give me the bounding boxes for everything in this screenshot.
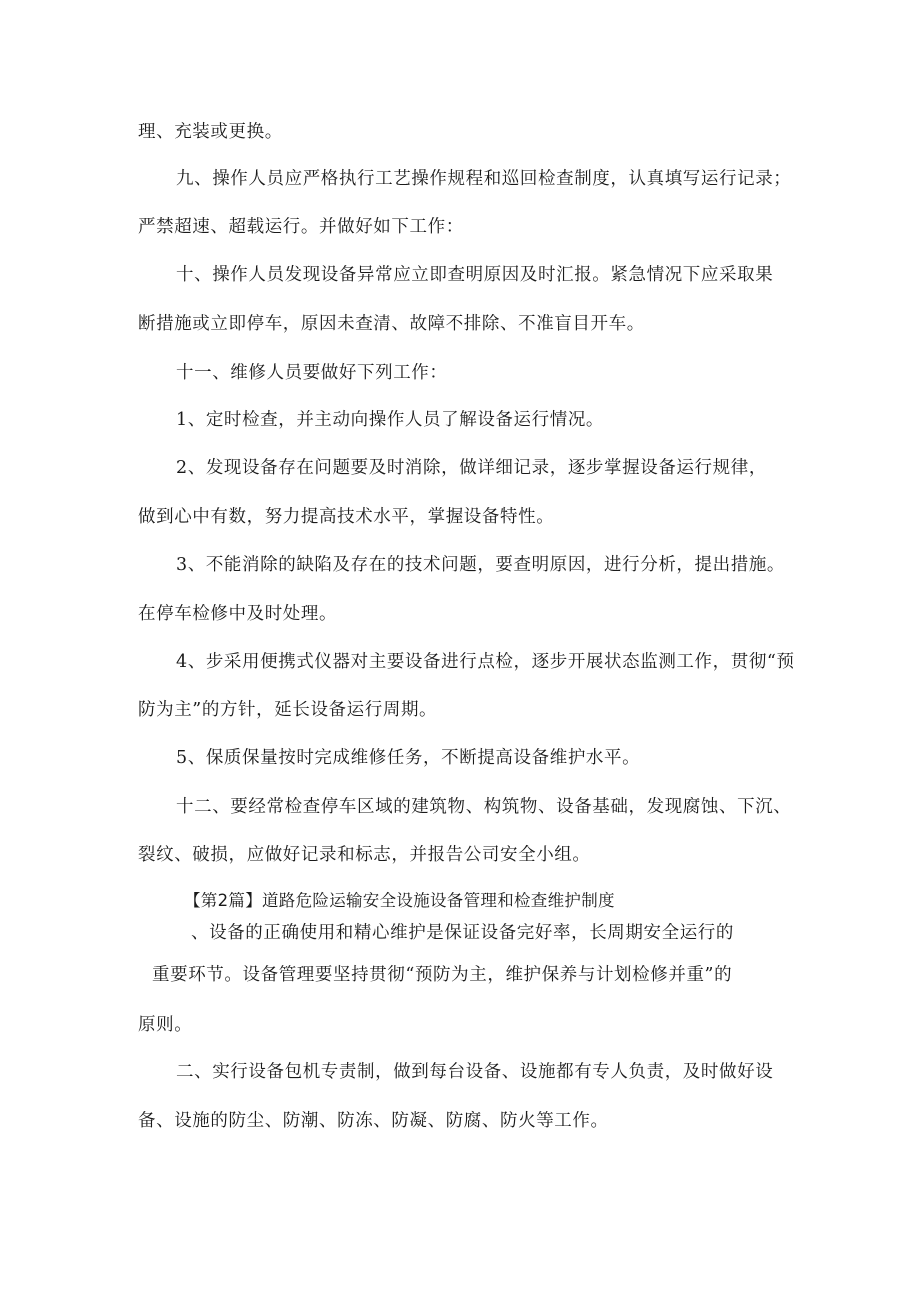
text-line: 在停车检修中及时处理。 bbox=[138, 604, 338, 624]
text-line: 九、操作人员应严格执行工艺操作规程和巡回检查制度，认真填写运行记录； bbox=[176, 169, 792, 189]
text-line: 4、步采用便携式仪器对主要设备进行点检，逐步开展状态监测工作，贯彻“预 bbox=[176, 652, 795, 672]
text-line: 5、保质保量按时完成维修任务，不断提高设备维护水平。 bbox=[176, 748, 641, 768]
text-line: 十二、要经常检查停车区域的建筑物、构筑物、设备基础，发现腐蚀、下沉、 bbox=[176, 797, 792, 817]
text-line: 裂纹、破损，应做好记录和标志，并报告公司安全小组。 bbox=[138, 845, 591, 865]
text-line: 原则。 bbox=[138, 1015, 193, 1035]
text-line: 理、充装或更换。 bbox=[138, 122, 283, 142]
text-line: 重要环节。设备管理要坚持贯彻“预防为主，维护保养与计划检修并重”的 bbox=[152, 965, 733, 985]
section-heading: 【第2篇】道路危险运输安全设施设备管理和检查维护制度 bbox=[184, 891, 615, 910]
text-line: 十一、维修人员要做好下列工作： bbox=[176, 363, 448, 383]
text-line: 3、不能消除的缺陷及存在的技术问题，要查明原因，进行分析，提出措施。 bbox=[176, 555, 786, 575]
text-line: 严禁超速、超载运行。并做好如下工作： bbox=[138, 217, 464, 237]
text-line: 2、发现设备存在问题要及时消除，做详细记录，逐步掌握设备运行规律， bbox=[176, 458, 767, 478]
text-line: 、设备的正确使用和精心维护是保证设备完好率，长周期安全运行的 bbox=[191, 923, 734, 943]
text-line: 十、操作人员发现设备异常应立即查明原因及时汇报。紧急情况下应采取果 bbox=[176, 265, 774, 285]
text-line: 1、定时检查，并主动向操作人员了解设备运行情况。 bbox=[176, 410, 605, 430]
text-line: 防为主”的方针，延长设备运行周期。 bbox=[138, 700, 438, 720]
text-line: 备、设施的防尘、防潮、防冻、防凝、防腐、防火等工作。 bbox=[138, 1111, 609, 1131]
text-line: 断措施或立即停车，原因未查清、故障不排除、不准盲目开车。 bbox=[138, 314, 645, 334]
text-line: 二、实行设备包机专责制，做到每台设备、设施都有专人负责，及时做好设 bbox=[176, 1062, 774, 1082]
text-line: 做到心中有数，努力提高技术水平，掌握设备特性。 bbox=[138, 507, 555, 527]
